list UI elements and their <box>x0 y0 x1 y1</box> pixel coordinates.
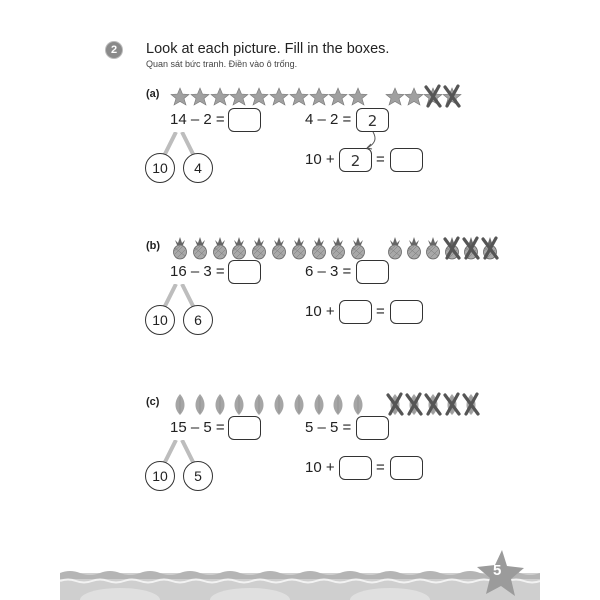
equation-add-prefix: 10 + <box>305 459 335 476</box>
leaf-icon <box>170 392 190 416</box>
crossed-leaf-icon <box>404 392 424 416</box>
star-icon <box>328 84 348 108</box>
answer-box[interactable] <box>228 416 261 440</box>
pineapple-icon <box>170 236 190 260</box>
bond-circle-ones: 4 <box>183 153 213 183</box>
question-number-badge: 2 <box>106 42 122 58</box>
answer-box[interactable]: 2 <box>356 108 389 132</box>
star-icon <box>170 84 190 108</box>
bond-circle-ones: 5 <box>183 461 213 491</box>
pineapple-icon <box>385 236 405 260</box>
equation-right: 4 – 2 = <box>305 111 352 128</box>
crossed-pineapple-icon <box>461 236 481 260</box>
pineapple-icon <box>190 236 210 260</box>
equation-left: 14 – 2 = <box>170 111 225 128</box>
section-label: (a) <box>146 88 160 100</box>
answer-box[interactable] <box>356 416 389 440</box>
leaf-icon <box>269 392 289 416</box>
answer-box[interactable]: 2 <box>339 148 372 172</box>
star-icon <box>269 84 289 108</box>
pineapple-icon <box>269 236 289 260</box>
question-subtitle: Quan sát bức tranh. Điền vào ô trống. <box>146 59 298 69</box>
pineapple-icon <box>309 236 329 260</box>
star-icon <box>249 84 269 108</box>
pineapple-icon <box>210 236 230 260</box>
page-number: 5 <box>493 562 502 579</box>
equals-sign: = <box>376 151 385 168</box>
section-label: (b) <box>146 240 161 252</box>
star-icon <box>404 84 424 108</box>
crossed-pineapple-icon <box>480 236 500 260</box>
answer-box[interactable] <box>390 300 423 324</box>
leaf-icon <box>249 392 269 416</box>
pineapple-icon <box>348 236 368 260</box>
answer-box[interactable] <box>228 260 261 284</box>
section-c <box>0 396 600 536</box>
bond-circle-ones: 6 <box>183 305 213 335</box>
equation-right: 6 – 3 = <box>305 263 352 280</box>
star-icon <box>289 84 309 108</box>
picture-row <box>170 84 470 108</box>
equation-add-prefix: 10 + <box>305 303 335 320</box>
star-icon <box>348 84 368 108</box>
crossed-leaf-icon <box>385 392 405 416</box>
star-icon <box>210 84 230 108</box>
section-b <box>0 240 600 380</box>
section-a <box>0 88 600 228</box>
crossed-star-icon <box>423 84 443 108</box>
crossed-leaf-icon <box>423 392 443 416</box>
answer-box[interactable] <box>339 456 372 480</box>
bond-circle-tens: 10 <box>145 461 175 491</box>
equation-left: 16 – 3 = <box>170 263 225 280</box>
leaf-icon <box>309 392 329 416</box>
pineapple-icon <box>249 236 269 260</box>
equals-sign: = <box>376 459 385 476</box>
equation-left: 15 – 5 = <box>170 419 225 436</box>
star-icon <box>309 84 329 108</box>
pineapple-icon <box>423 236 443 260</box>
pineapple-icon <box>289 236 309 260</box>
pineapple-icon <box>229 236 249 260</box>
answer-box[interactable] <box>390 148 423 172</box>
equation-right: 5 – 5 = <box>305 419 352 436</box>
answer-box[interactable] <box>356 260 389 284</box>
bond-circle-tens: 10 <box>145 153 175 183</box>
crossed-pineapple-icon <box>442 236 462 260</box>
star-icon <box>190 84 210 108</box>
answer-box[interactable] <box>339 300 372 324</box>
equals-sign: = <box>376 303 385 320</box>
arrow-icon <box>355 132 385 152</box>
answer-box[interactable] <box>390 456 423 480</box>
picture-row <box>170 392 470 416</box>
page-number-star <box>474 548 526 600</box>
leaf-icon <box>289 392 309 416</box>
section-label: (c) <box>146 396 160 408</box>
leaf-icon <box>328 392 348 416</box>
wave-footer <box>60 565 540 600</box>
question-title: Look at each picture. Fill in the boxes. <box>146 41 390 57</box>
bond-circle-tens: 10 <box>145 305 175 335</box>
star-icon <box>229 84 249 108</box>
leaf-icon <box>348 392 368 416</box>
star-icon <box>385 84 405 108</box>
crossed-star-icon <box>442 84 462 108</box>
pineapple-icon <box>404 236 424 260</box>
crossed-leaf-icon <box>442 392 462 416</box>
pineapple-icon <box>328 236 348 260</box>
picture-row <box>170 236 470 260</box>
equation-add-prefix: 10 + <box>305 151 335 168</box>
leaf-icon <box>190 392 210 416</box>
answer-box[interactable] <box>228 108 261 132</box>
leaf-icon <box>210 392 230 416</box>
leaf-icon <box>229 392 249 416</box>
crossed-leaf-icon <box>461 392 481 416</box>
